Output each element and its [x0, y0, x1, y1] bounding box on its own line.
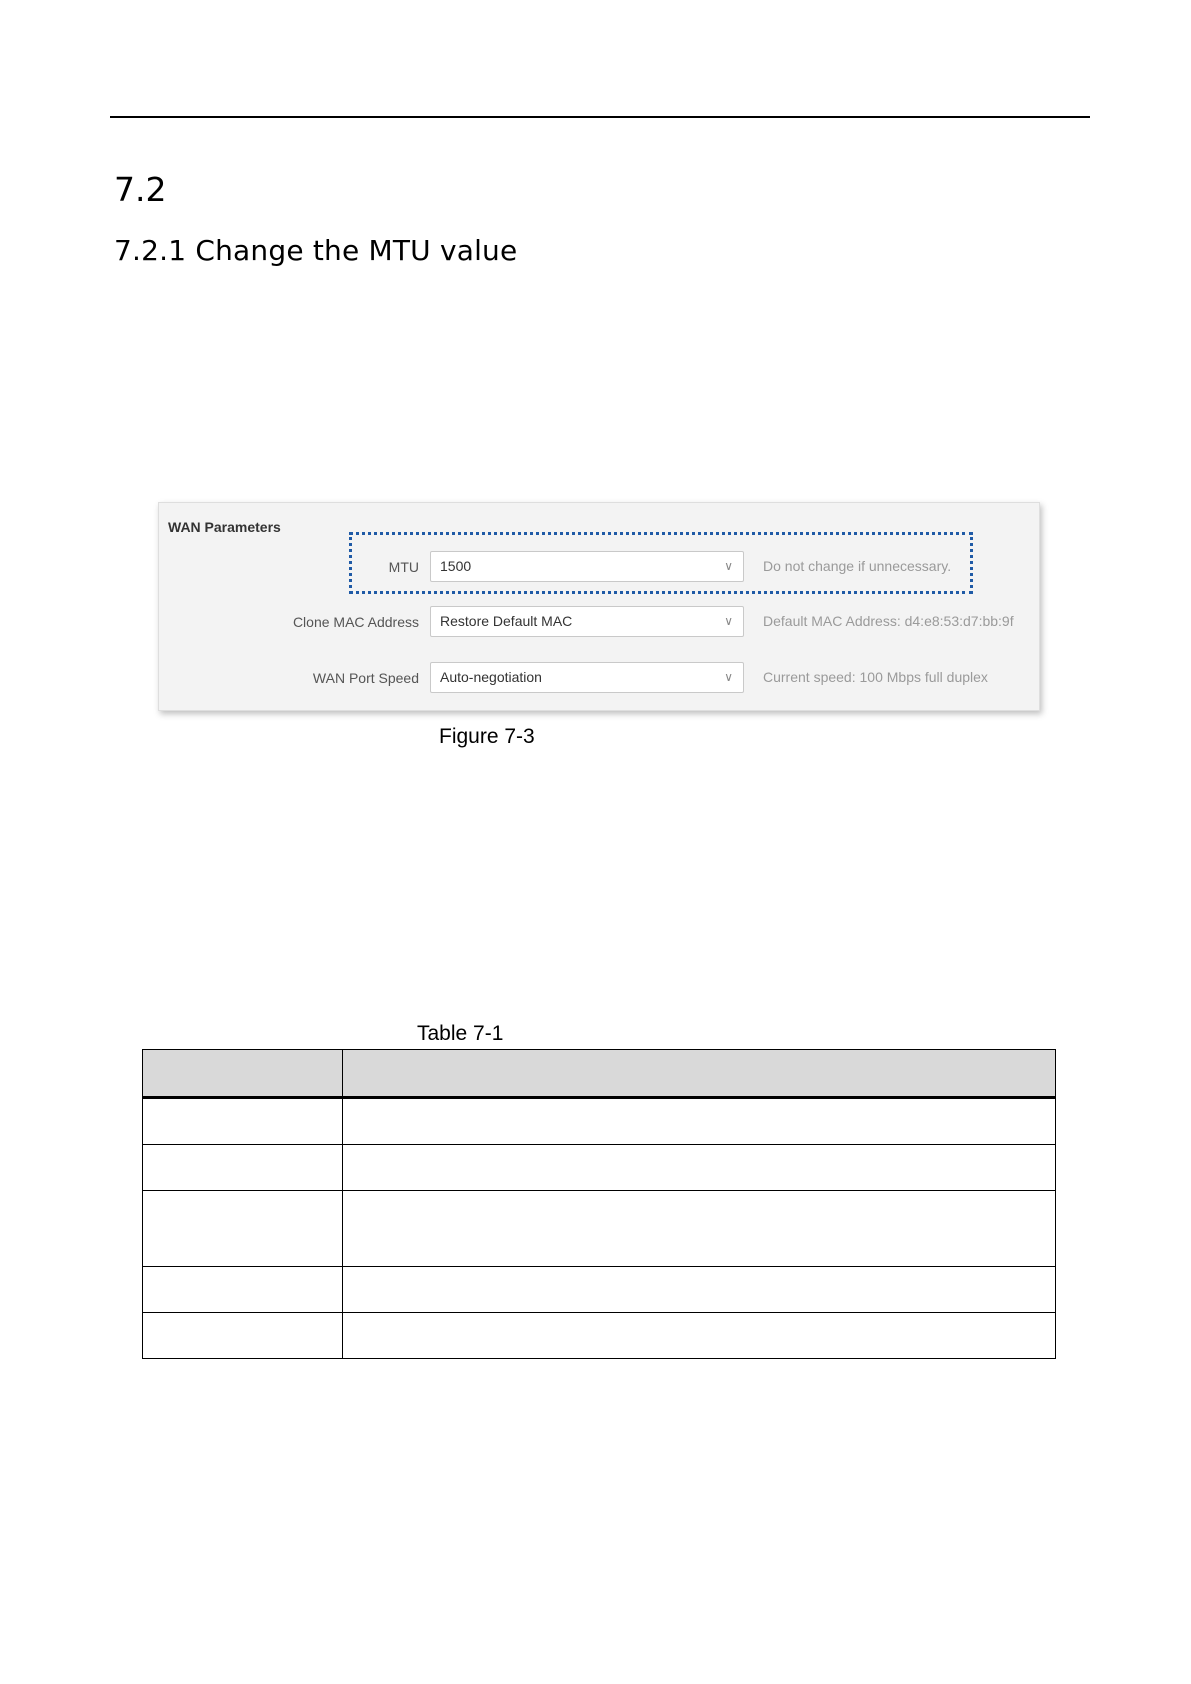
table-header-cell	[343, 1050, 1056, 1098]
clone-mac-select-value: Restore Default MAC	[440, 613, 573, 629]
table-cell	[143, 1191, 343, 1267]
clone-mac-label: Clone MAC Address	[292, 614, 419, 630]
wan-parameters-panel	[158, 502, 1040, 711]
wan-port-speed-select-value: Auto-negotiation	[440, 669, 542, 685]
table-row	[143, 1267, 1056, 1313]
table-cell	[143, 1313, 343, 1359]
table-cell	[143, 1145, 343, 1191]
table-header-row	[143, 1050, 1056, 1098]
table-cell	[343, 1098, 1056, 1145]
header-rule	[110, 116, 1090, 118]
wan-port-speed-hint: Current speed: 100 Mbps full duplex	[763, 669, 988, 685]
panel-title: WAN Parameters	[168, 519, 281, 535]
table-cell	[343, 1267, 1056, 1313]
subsection-title: 7.2.1 Change the MTU value	[114, 234, 518, 267]
table-cell	[343, 1313, 1056, 1359]
table-caption: Table 7-1	[417, 1022, 504, 1045]
mtu-select-value: 1500	[440, 558, 472, 574]
clone-mac-hint: Default MAC Address: d4:e8:53:d7:bb:9f	[763, 613, 1014, 629]
table-row	[143, 1145, 1056, 1191]
parameter-table	[142, 1049, 1056, 1359]
chevron-down-icon: ∨	[724, 559, 733, 573]
wan-port-speed-label: WAN Port Speed	[312, 670, 419, 686]
chevron-down-icon: ∨	[724, 614, 733, 628]
table-cell	[143, 1098, 343, 1145]
wan-port-speed-select[interactable]	[430, 662, 744, 693]
mtu-select[interactable]	[430, 551, 744, 582]
figure-caption: Figure 7-3	[439, 725, 535, 748]
table-row	[143, 1313, 1056, 1359]
table-header-cell	[143, 1050, 343, 1098]
chevron-down-icon: ∨	[724, 670, 733, 684]
table-cell	[343, 1191, 1056, 1267]
table-cell	[143, 1267, 343, 1313]
section-number: 7.2	[114, 170, 167, 209]
table-row	[143, 1191, 1056, 1267]
mtu-hint: Do not change if unnecessary.	[763, 558, 952, 574]
table-cell	[343, 1145, 1056, 1191]
table-row	[143, 1098, 1056, 1145]
clone-mac-select[interactable]	[430, 606, 744, 637]
mtu-label: MTU	[388, 559, 419, 575]
